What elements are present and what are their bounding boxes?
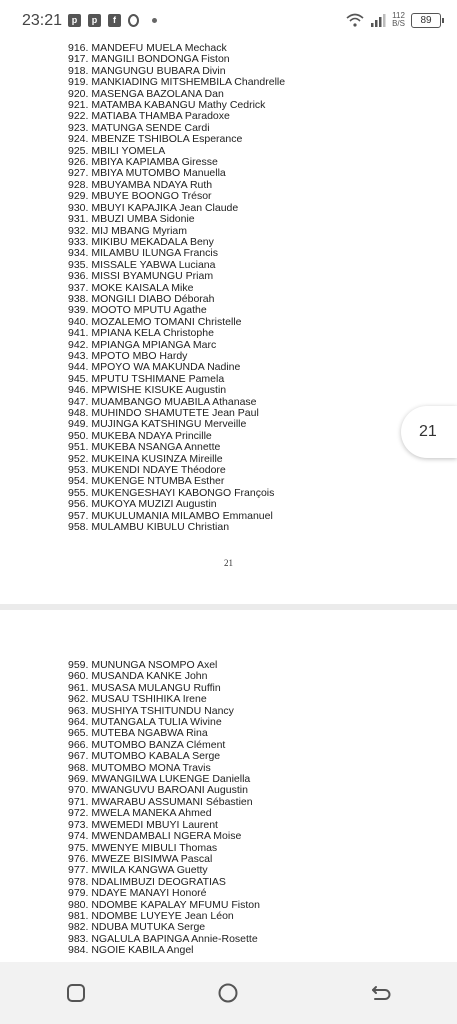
list-item: 965. MUTEBA NGABWA Rina [68, 727, 208, 740]
list-item: 922. MATIABA THAMBA Paradoxe [68, 110, 230, 123]
list-item: 971. MWARABU ASSUMANI Sébastien [68, 795, 253, 808]
battery-level: 89 [420, 14, 432, 26]
system-icons [346, 12, 441, 28]
list-item: 957. MUKULUMANIA MILAMBO Emmanuel [68, 509, 273, 522]
list-item: 925. MBILI YOMELA [68, 144, 166, 157]
status-bar [0, 0, 457, 42]
network-speed-unit: B/S [392, 19, 405, 28]
list-item: 940. MOZALEMO TOMANI Christelle [68, 315, 242, 328]
name-list [68, 43, 285, 533]
list-item: 968. MUTOMBO MONA Travis [68, 761, 211, 774]
list-item: 935. MISSALE YABWA Luciana [68, 258, 216, 271]
list-item: 928. MBUYAMBA NDAYA Ruth [68, 178, 213, 191]
back-icon [370, 983, 392, 1003]
list-item: 959. MUNUNGA NSOMPO Axel [68, 659, 218, 671]
list-item: 931. MBUZI UMBA Sidonie [68, 213, 195, 226]
list-item: 943. MPOTO MBO Hardy [68, 349, 188, 362]
back-button[interactable] [361, 973, 401, 1013]
battery-icon [411, 13, 441, 28]
list-item: 936. MISSI BYAMUNGU Priam [68, 270, 214, 283]
list-item: 972. MWELA MANEKA Ahmed [68, 807, 212, 820]
home-icon [217, 982, 239, 1004]
list-item: 917. MANGILI BONDONGA Fiston [68, 53, 230, 66]
list-item: 979. NDAYE MANAYI Honoré [68, 887, 207, 900]
list-item: 963. MUSHIYA TSHITUNDU Nancy [68, 704, 234, 717]
app-notification-icon: p [68, 14, 81, 27]
list-item: 932. MIJ MBANG Myriam [68, 224, 188, 237]
list-item: 918. MANGUNGU BUBARA Divin [68, 64, 226, 77]
list-item: 916. MANDEFU MUELA Mechack [68, 42, 227, 54]
list-item: 952. MUKEINA KUSINZA Mireille [68, 452, 223, 465]
list-item: 958. MULAMBU KIBULU Christian [68, 521, 230, 534]
list-item: 929. MBUYE BOONGO Trésor [68, 190, 212, 203]
list-item: 964. MUTANGALA TULIA Wivine [68, 716, 222, 729]
list-item: 945. MPUTU TSHIMANE Pamela [68, 372, 225, 385]
list-item: 949. MUJINGA KATSHINGU Merveille [68, 418, 247, 431]
list-item: 947. MUAMBANGO MUABILA Athanase [68, 395, 257, 408]
list-item: 927. MBIYA MUTOMBO Manuella [68, 167, 226, 180]
list-item: 941. MPIANA KELA Christophe [68, 327, 214, 340]
list-item: 953. MUKENDI NDAYE Théodore [68, 464, 226, 477]
list-item: 950. MUKEBA NDAYA Princille [68, 429, 212, 442]
list-item: 982. NDUBA MUTUKA Serge [68, 921, 206, 934]
network-speed [392, 12, 405, 28]
recent-apps-icon [66, 983, 86, 1003]
document-page [0, 42, 457, 604]
network-speed-value: 112 [392, 11, 405, 20]
list-item: 978. NDALIMBUZI DEOGRATIAS [68, 875, 226, 888]
list-item: 967. MUTOMBO KABALA Serge [68, 750, 221, 763]
list-item: 938. MONGILI DIABO Déborah [68, 292, 215, 305]
list-item: 926. MBIYA KAPIAMBA Giresse [68, 156, 218, 169]
name-list [68, 660, 260, 957]
list-item: 960. MUSANDA KANKE John [68, 670, 208, 683]
signal-icon [370, 13, 386, 27]
navigation-bar [0, 962, 457, 1024]
list-item: 969. MWANGILWA LUKENGE Daniella [68, 773, 251, 786]
list-item: 973. MWEMEDI MBUYI Laurent [68, 818, 218, 831]
list-item: 970. MWANGUVU BAROANI Augustin [68, 784, 248, 797]
list-item: 939. MOOTO MPUTU Agathe [68, 304, 207, 317]
list-item: 933. MIKIBU MEKADALA Beny [68, 235, 214, 248]
list-item: 974. MWENDAMBALI NGERA Moise [68, 830, 242, 843]
app-notification-icon: p [88, 14, 101, 27]
list-item: 951. MUKEBA NSANGA Annette [68, 441, 221, 454]
clock-time: 23:21 [22, 12, 63, 29]
list-item: 921. MATAMBA KABANGU Mathy Cedrick [68, 99, 266, 112]
list-item: 984. NGOIE KABILA Angel [68, 944, 194, 957]
facebook-icon: f [108, 14, 121, 27]
list-item: 976. MWEZE BISIMWA Pascal [68, 852, 213, 865]
list-item: 920. MASENGA BAZOLANA Dan [68, 87, 224, 100]
home-button[interactable] [208, 973, 248, 1013]
list-item: 937. MOKE KAISALA Mike [68, 281, 194, 294]
list-item: 977. MWILA KANGWA Guetty [68, 864, 208, 877]
list-item: 975. MWENYE MIBULI Thomas [68, 841, 218, 854]
notification-icons [68, 14, 157, 27]
list-item: 955. MUKENGESHAYI KABONGO François [68, 486, 275, 499]
recent-apps-button[interactable] [56, 973, 96, 1013]
page-number: 21 [224, 558, 233, 568]
list-item: 942. MPIANGA MPIANGA Marc [68, 338, 217, 351]
list-item: 946. MPWISHE KISUKE Augustin [68, 384, 227, 397]
wifi-icon [346, 13, 364, 27]
list-item: 948. MUHINDO SHAMUTETE Jean Paul [68, 407, 259, 419]
list-item: 944. MPOYO WA MAKUNDA Nadine [68, 361, 241, 374]
more-notifications-dot-icon [152, 18, 157, 23]
list-item: 983. NGALULA BAPINGA Annie-Rosette [68, 932, 258, 945]
list-item: 961. MUSASA MULANGU Ruffin [68, 681, 221, 694]
list-item: 919. MANKIADING MITSHEMBILA Chandrelle [68, 76, 286, 89]
list-item: 954. MUKENGE NTUMBA Esther [68, 475, 225, 488]
list-item: 934. MILAMBU ILUNGA Francis [68, 247, 218, 260]
opera-icon [128, 14, 139, 27]
list-item: 981. NDOMBE LUYEYE Jean Léon [68, 909, 234, 922]
list-item: 930. MBUYI KAPAJIKA Jean Claude [68, 201, 239, 214]
list-item: 966. MUTOMBO BANZA Clément [68, 738, 226, 751]
list-item: 924. MBENZE TSHIBOLA Esperance [68, 133, 243, 146]
list-item: 980. NDOMBE KAPALAY MFUMU Fiston [68, 898, 260, 911]
page-indicator[interactable]: 21 [401, 406, 457, 458]
list-item: 962. MUSAU TSHIHIKA Irene [68, 693, 207, 706]
list-item: 923. MATUNGA SENDE Cardi [68, 121, 210, 134]
document-page [0, 610, 457, 962]
list-item: 956. MUKOYA MUZIZI Augustin [68, 498, 217, 511]
